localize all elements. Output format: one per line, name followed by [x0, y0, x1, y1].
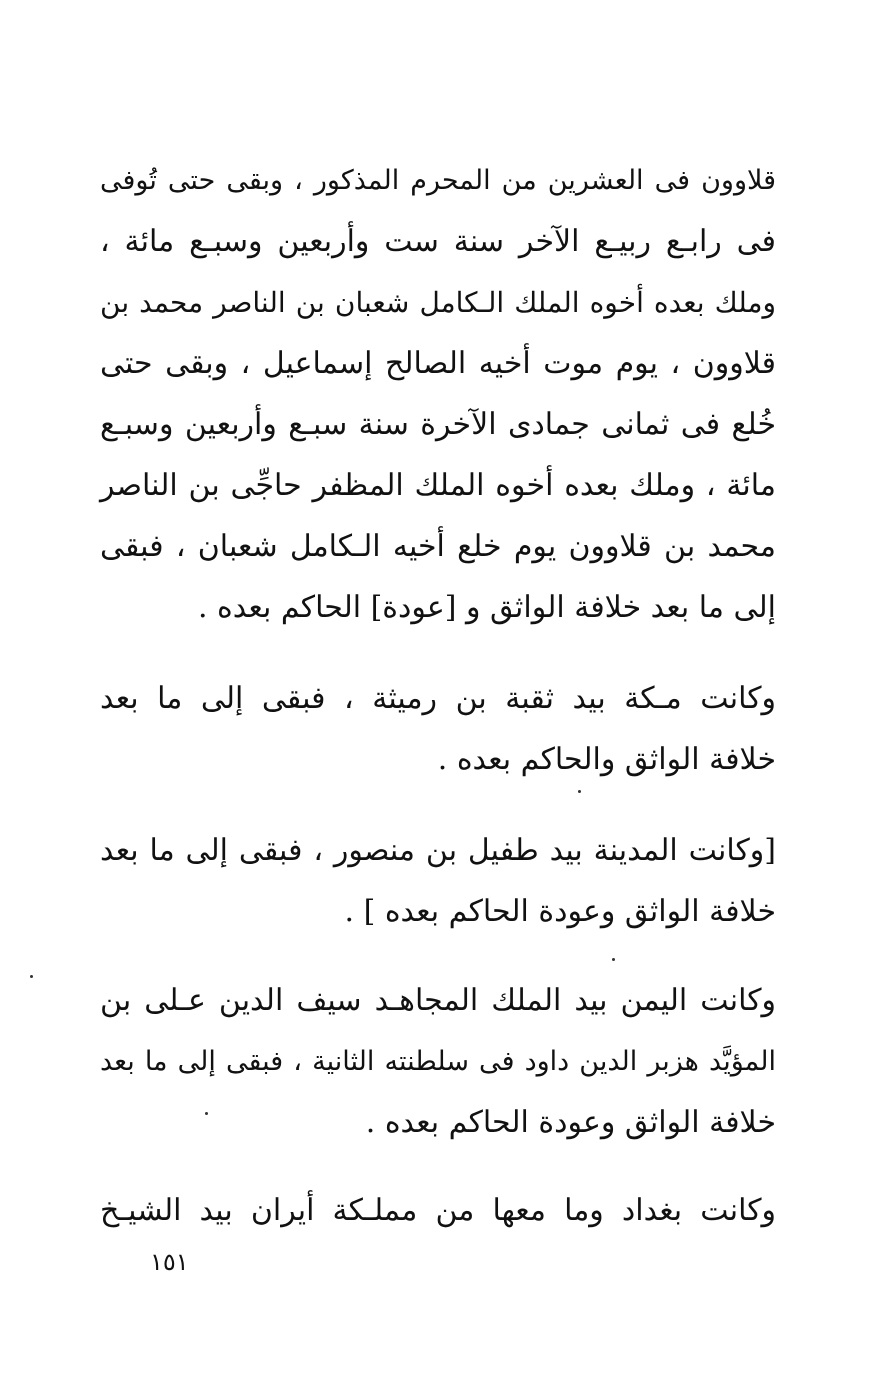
page-number: ١٥١ — [150, 1248, 189, 1276]
text-line: قلاوون فى العشرين من المحرم المذكور ، وبقى حتى تُوفى — [100, 165, 776, 196]
paragraph-1 — [100, 150, 776, 638]
text-line: خلافة الواثق وعودة الحاكم بعده . — [365, 1105, 776, 1140]
paragraph-4 — [100, 970, 776, 1153]
text-line: محمد بن قلاوون يوم خلع أخيه الـكامل شعبان ، فبقى — [100, 529, 776, 564]
text-line: فى رابـع ربيـع الآخر سنة ست وأربعين وسبـع مائة ، — [100, 224, 776, 259]
print-speck — [612, 958, 615, 961]
text-line: وكانت اليمن بيد الملك المجاهـد سيف الدين عـلى بن — [100, 983, 776, 1018]
text-line: قلاوون ، يوم موت أخيه الصالح إسماعيل ، وبقى حتى — [100, 346, 776, 381]
text-line: خلافة الواثق وعودة الحاكم بعده ] . — [344, 894, 776, 929]
paragraph-5 — [100, 1180, 776, 1241]
text-line: إلى ما بعد خلافة الواثق و [عودة] الحاكم بعده . — [197, 590, 776, 625]
text-line: وكانت مـكة بيد ثقبة بن رميثة ، فبقى إلى ما بعد — [100, 681, 776, 716]
print-speck — [30, 975, 33, 978]
paragraph-3 — [100, 820, 776, 942]
text-line: وملك بعده أخوه الملك الـكامل شعبان بن الناصر محمد بن — [100, 286, 776, 319]
text-line: المؤيَّد هزبر الدين داود فى سلطنته الثانية ، فبقى إلى ما بعد — [100, 1046, 776, 1077]
text-line: مائة ، وملك بعده أخوه الملك المظفر حاجِّى بن الناصر — [100, 468, 776, 503]
text-line: خُلع فى ثمانى جمادى الآخرة سنة سبـع وأربعين وسبـع — [100, 407, 776, 442]
print-speck — [205, 1112, 208, 1115]
text-line: وكانت بغداد وما معها من مملـكة أيران بيد الشيـخ — [100, 1193, 776, 1228]
print-speck — [578, 790, 581, 793]
text-line: [وكانت المدينة بيد طفيل بن منصور ، فبقى إلى ما بعد — [100, 833, 776, 868]
paragraph-2 — [100, 668, 776, 790]
text-line: خلافة الواثق والحاكم بعده . — [437, 742, 776, 777]
